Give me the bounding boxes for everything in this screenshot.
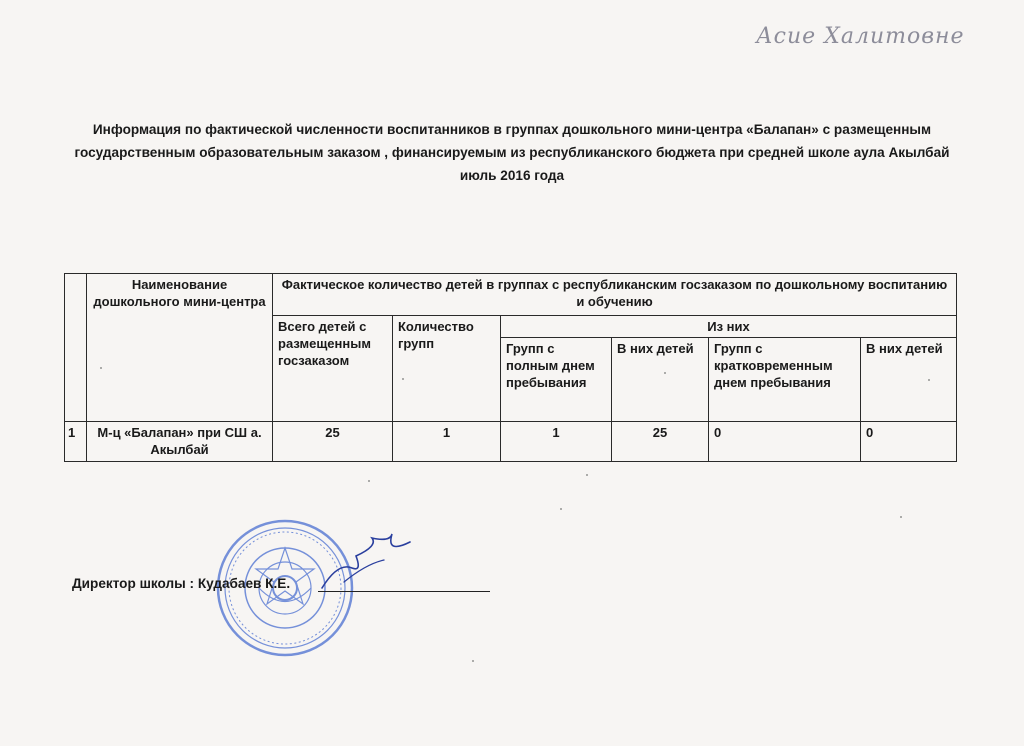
row-total: 25 [273,422,393,462]
header-total: Всего детей с размещенным госзаказом [273,316,393,422]
header-short-day-children: В них детей [861,338,957,422]
handwritten-note: Асие Халитовне [756,24,965,49]
header-full-day-children: В них детей [612,338,709,422]
header-number-cell [65,274,87,422]
header-groups: Количество групп [393,316,501,422]
report-table [64,273,957,462]
header-of-them: Из них [501,316,957,338]
row-short-day-children: 0 [861,422,957,462]
header-full-day-groups: Групп с полным днем пребывания [501,338,612,422]
row-full-day-groups: 1 [501,422,612,462]
table-row [65,422,957,462]
signature-icon [318,532,418,590]
header-name: Наименование дошкольного мини-центра [87,274,273,422]
signature-line [318,591,490,592]
director-signature-label: Директор школы : Кудабаев К.Е. [72,576,291,591]
header-fact: Фактическое количество детей в группах с республиканским госзаказом по дошкольному воспитанию и обучению [273,274,957,316]
row-name: М-ц «Балапан» при СШ а. Акылбай [87,422,273,462]
row-groups: 1 [393,422,501,462]
row-short-day-groups: 0 [709,422,861,462]
document-title: Информация по фактической численности воспитанников в группах дошкольного мини-центра «Балапан» с размещенным государственным образовательным заказом , финансируемым из республиканского бюджета при средней школе аула Акылбай июль 2016 года [74,122,950,183]
row-full-day-children: 25 [612,422,709,462]
row-number: 1 [65,422,87,462]
header-short-day-groups: Групп с кратковременным днем пребывания [709,338,861,422]
